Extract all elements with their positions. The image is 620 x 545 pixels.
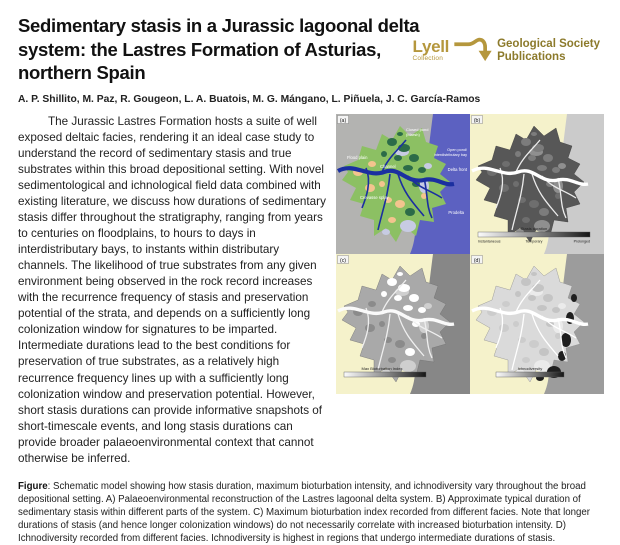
title-line-2: system: the Lastres Formation of Asturias, <box>18 38 381 60</box>
publisher-name <box>497 38 600 64</box>
caption-body: : Schematic model showing how stasis duration, maximum bioturbation intensity, and ichnodiversity vary throughout the broad depositional setting. A) Palaeoenvironmental reconstruction of the Lastres lagoonal delta system. B) Approximate typical duration of sedimentary stasis within different parts of the system. C) Maximum bioturbation index recorded from different facies. Note that longer durations of stasis (and hence longer colonization windows) do not necessarily correlate with increased bioturbation intensity. D) Ichnodiversity recorded from different facies. Ichnodiversity is highest in regions that undergo intermediate durations of stasis. <box>18 480 591 544</box>
legend-label-prolonged: Prolonged <box>573 239 590 244</box>
legend-title: Stasis duration <box>520 226 548 232</box>
label-delta-front: Delta front <box>447 167 467 173</box>
label-channel: Channel <box>380 164 396 170</box>
figure-panel-c <box>336 254 470 394</box>
title-line-3: northern Spain <box>18 62 146 84</box>
bioturbation-index-map <box>336 254 470 394</box>
lyell-wordmark: Lyell <box>412 37 450 57</box>
label-flood-plain: Flood plain <box>347 155 368 161</box>
legend-title: Ichnodiversity <box>517 366 543 372</box>
label-closed-pond-2: (Marsh) <box>406 132 420 138</box>
legend-label-temporary: Temporary <box>525 239 543 244</box>
palaeoenvironmental-map <box>336 114 470 254</box>
publisher-name-line-2: Publications <box>497 50 566 63</box>
lyell-collection-wordmark <box>412 38 449 63</box>
panel-letter-c: (c) <box>339 257 347 264</box>
panel-letter-a: (a) <box>339 117 347 124</box>
collection-wordmark: Collection <box>412 55 444 63</box>
figure-caption <box>18 480 602 545</box>
ichnodiversity-map <box>470 254 604 394</box>
figure-panel-b <box>470 114 604 254</box>
caption-lead: Figure <box>18 480 48 492</box>
legend-title: Max Bioturbation Index <box>361 366 403 372</box>
label-closed-pond-1: Closed pond <box>406 127 429 133</box>
legend-label-instantaneous: Instantaneous <box>478 239 501 244</box>
label-open-pond-2: interdistributary bay <box>433 153 467 158</box>
title-line-1: Sedimentary stasis in a Jurassic lagoonal delta <box>18 15 420 36</box>
main-content <box>18 114 604 467</box>
panel-letter-d: (d) <box>473 257 481 264</box>
figure-panel-grid <box>336 114 604 394</box>
legend-gradient-bar <box>344 372 426 377</box>
label-open-pond-1: Open pond/ <box>447 148 467 153</box>
publisher-logo[interactable] <box>412 34 600 67</box>
label-crevasse-splay: Crevasse splay <box>360 195 389 201</box>
author-list: A. P. Shillito, M. Paz, R. Gougeon, L. A. Buatois, M. G. Mángano, L. Piñuela, J. C. García-Ramos <box>18 94 481 106</box>
panel-letter-b: (b) <box>473 117 481 124</box>
stasis-duration-map <box>470 114 604 254</box>
lyell-arrow-icon <box>454 34 492 67</box>
label-prodelta: Prodelta <box>448 210 464 216</box>
publisher-name-line-1: Geological Society <box>497 37 600 50</box>
abstract-text: The Jurassic Lastres Formation hosts a suite of well exposed deltaic facies, rendering it an ideal case study to understand the record of sedimentary stasis and true substrates within this broad depositional setting. With novel sedimentological and ichnological field data combined with existing literature, we discuss how durations of sedimentary stasis differ throughout the stratigraphy, ranging from years to centuries on floodplains, to hours to days in interdistributary bays, to instants within distributary channels. The likelihood of true substrates from any given environment being observed in the rock record increases with the recurrence frequency of stasis and preservation potential of the strata, and depends on a sufficiently long colonization window for signatures to be imparted. Intermediate durations lead to the best conditions for preservation of true substrates, as a relatively high recurrence frequency lines up with a sufficiently long colonization window and preservation potential. However, short stasis durations can provide informative snapshots of short-timescale events, and long stasis durations can provide broader palaeoenvironmental context that cannot otherwise be inferred. <box>18 115 326 465</box>
figure-panel-a <box>336 114 470 254</box>
legend-gradient-bar <box>478 232 590 237</box>
legend-gradient-bar <box>496 372 564 377</box>
header <box>18 14 604 85</box>
figure-panel-d <box>470 254 604 394</box>
